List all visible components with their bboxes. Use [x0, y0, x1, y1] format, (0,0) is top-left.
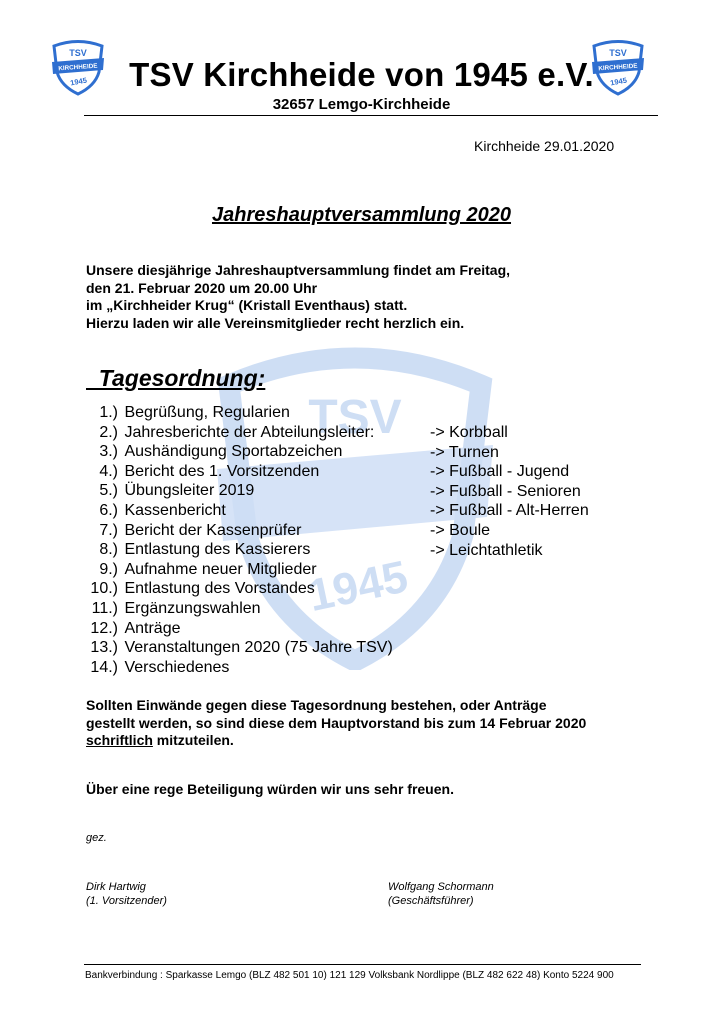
- intro-line: im „Kirchheider Krug“ (Kristall Eventhaus) statt.: [86, 297, 408, 313]
- objection-line: Sollten Einwände gegen diese Tagesordnung bestehen, oder Anträge: [86, 697, 547, 713]
- agenda-item: [86, 560, 393, 580]
- signatory-role: (1. Vorsitzender): [86, 895, 167, 907]
- agenda-item: [86, 501, 393, 521]
- agenda-item: [86, 403, 393, 423]
- department-item: -> Fußball - Senioren: [430, 482, 581, 500]
- agenda-item-number: 6.): [99, 501, 118, 519]
- svg-text:1945: 1945: [69, 75, 88, 88]
- department-item: -> Leichtathletik: [430, 541, 543, 559]
- agenda-item-number: 9.): [99, 560, 118, 578]
- agenda-item-text: Begrüßung, Regularien: [124, 404, 290, 421]
- agenda-item-text: Verschiedenes: [124, 658, 230, 676]
- agenda-item-text: Anträge: [124, 619, 181, 637]
- department-list: [430, 423, 589, 560]
- agenda-item-text: Veranstaltungen 2020 (75 Jahre TSV): [124, 639, 393, 657]
- agenda-item-number: 2.): [99, 423, 118, 441]
- agenda-item-text: Bericht des 1. Vorsitzenden: [124, 462, 320, 480]
- agenda-item-number: 12.): [90, 619, 118, 637]
- agenda-item-text: Ergänzungswahlen: [124, 599, 261, 617]
- signatory-role: (Geschäftsführer): [388, 895, 474, 907]
- bank-details-footer: Bankverbindung : Sparkasse Lemgo (BLZ 482 501 10) 121 129 Volksbank Nordlippe (BLZ 482 622 48) Konto 5224 900: [85, 970, 614, 981]
- svg-text:TSV: TSV: [69, 48, 87, 58]
- agenda-item-text: Entlastung des Kassierers: [124, 541, 311, 559]
- objection-paragraph: [86, 697, 586, 750]
- signatory-manager: [388, 880, 494, 908]
- agenda-item-text: Übungsleiter 2019: [124, 482, 255, 500]
- agenda-item: [86, 462, 393, 482]
- agenda-item-number: 14.): [90, 658, 118, 676]
- agenda-item-number: 8.): [99, 541, 118, 559]
- agenda-item-number: 10.): [90, 580, 118, 598]
- svg-text:1945: 1945: [303, 550, 413, 622]
- agenda-item-text: Aufnahme neuer Mitglieder: [124, 560, 317, 578]
- closing-sentence: Über eine rege Beteiligung würden wir uns sehr freuen.: [86, 781, 454, 797]
- department-item: -> Fußball - Jugend: [430, 463, 570, 481]
- svg-text:TSV: TSV: [609, 48, 627, 58]
- signatory-name: Dirk Hartwig: [86, 881, 146, 893]
- agenda-item-text: Jahresberichte der Abteilungsleiter:: [124, 423, 375, 441]
- agenda-item: [86, 638, 393, 658]
- agenda-item-text: Aushändigung Sportabzeichen: [124, 443, 343, 461]
- svg-text:KIRCHHEIDE: KIRCHHEIDE: [598, 62, 638, 73]
- invitation-paragraph: [86, 262, 510, 332]
- agenda-item: [86, 521, 393, 541]
- department-item: -> Korbball: [430, 424, 508, 441]
- objection-line-rest: mitzuteilen.: [152, 732, 234, 748]
- document-title: Jahreshauptversammlung 2020: [211, 204, 512, 226]
- agenda-item-number: 5.): [99, 482, 118, 500]
- agenda-item: [86, 540, 393, 560]
- signatory-name: Wolfgang Schormann: [388, 881, 494, 893]
- agenda-item: [86, 599, 393, 619]
- agenda-item: [86, 423, 393, 443]
- footer-divider: [84, 964, 641, 965]
- department-item: -> Turnen: [430, 443, 499, 461]
- club-address: 32657 Lemgo-Kirchheide: [272, 96, 451, 113]
- department-item: -> Boule: [430, 521, 491, 539]
- agenda-item-text: Kassenbericht: [124, 501, 226, 519]
- agenda-item: [86, 658, 393, 678]
- intro-line: Hierzu laden wir alle Vereinsmitglieder recht herzlich ein.: [86, 314, 465, 331]
- svg-text:KIRCHHEIDE: KIRCHHEIDE: [58, 62, 98, 73]
- club-name: TSV Kirchheide von 1945 e.V.: [129, 56, 594, 93]
- agenda-item: [86, 619, 393, 639]
- letter-date: Kirchheide 29.01.2020: [474, 138, 615, 154]
- department-item: -> Fußball - Alt-Herren: [430, 502, 589, 520]
- agenda-item: [86, 579, 393, 599]
- agenda-item-number: 11.): [91, 599, 118, 617]
- objection-line: [86, 732, 586, 750]
- svg-text:TSV: TSV: [308, 391, 402, 444]
- agenda-item-text: Bericht der Kassenprüfer: [124, 521, 302, 539]
- intro-line: Unsere diesjährige Jahreshauptversammlung findet am Freitag,: [86, 262, 511, 278]
- header-divider: [84, 115, 658, 116]
- emphasis-written: schriftlich: [86, 732, 153, 748]
- agenda-item-number: 13.): [90, 639, 118, 657]
- agenda-list: [86, 403, 393, 677]
- agenda-item-number: 3.): [99, 443, 118, 461]
- agenda-heading: Tagesordnung:: [86, 365, 266, 391]
- objection-line: gestellt werden, so sind diese dem Hauptvorstand bis zum 14 Februar 2020: [86, 714, 587, 731]
- signed-abbreviation: gez.: [86, 832, 107, 844]
- agenda-item-text: Entlastung des Vorstandes: [124, 580, 315, 598]
- svg-text:1945: 1945: [609, 75, 628, 88]
- signatory-chairman: [86, 880, 167, 908]
- intro-line: den 21. Februar 2020 um 20.00 Uhr: [86, 279, 318, 296]
- agenda-item-number: 4.): [99, 462, 118, 480]
- agenda-item: [86, 481, 393, 501]
- agenda-item-number: 7.): [99, 521, 118, 539]
- agenda-item: [86, 442, 393, 462]
- agenda-item-number: 1.): [99, 404, 118, 421]
